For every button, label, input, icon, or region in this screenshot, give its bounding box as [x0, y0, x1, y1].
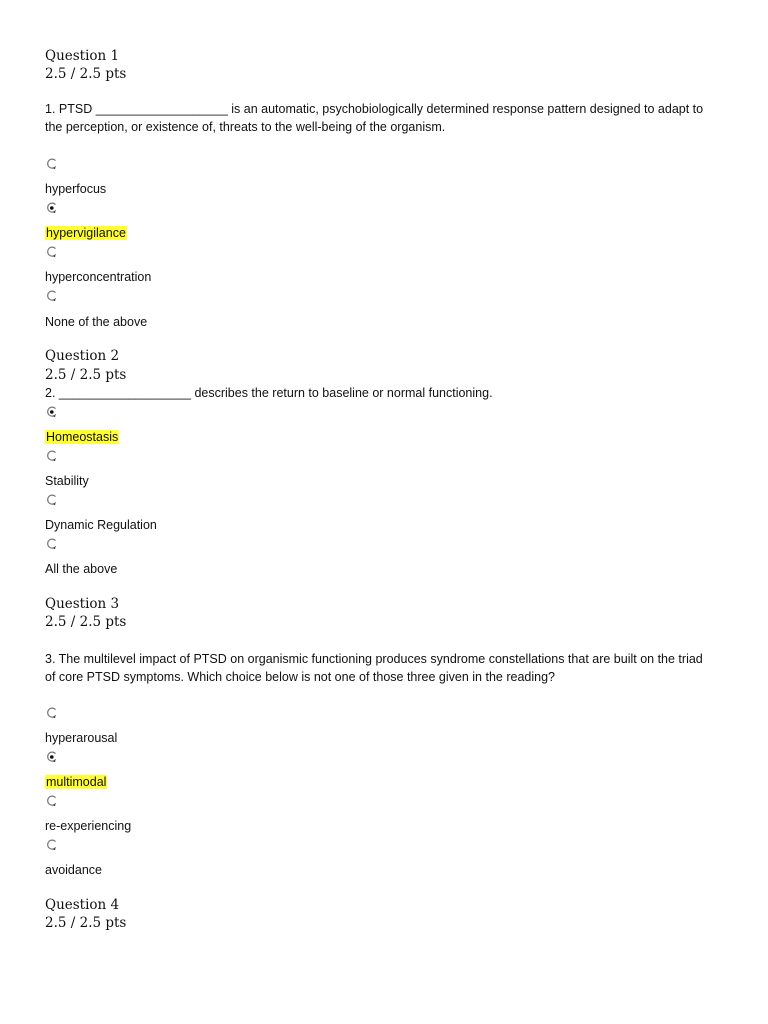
selected-answer-highlight: Homeostasis [46, 430, 119, 444]
option-label-highlighted [45, 775, 107, 789]
question-2-text-line-1: 2. ___________________ describes the return to baseline or normal functioning. [45, 386, 493, 400]
option-label: Dynamic Regulation [45, 518, 157, 532]
radio-selected-icon[interactable] [46, 751, 58, 763]
radio-unselected-icon[interactable] [46, 707, 58, 719]
question-3-text-line-1: 3. The multilevel impact of PTSD on organismic functioning produces syndrome constellations that are built on the triad [45, 652, 703, 666]
question-1-score: 2.5 / 2.5 pts [45, 66, 127, 82]
radio-unselected-icon[interactable] [46, 538, 58, 550]
question-2-score: 2.5 / 2.5 pts [45, 367, 127, 383]
question-1-title: Question 1 [45, 48, 120, 64]
radio-selected-icon[interactable] [46, 406, 58, 418]
radio-unselected-icon[interactable] [46, 839, 58, 851]
option-label: All the above [45, 562, 118, 576]
option-label: avoidance [45, 863, 102, 877]
question-1-text-line-1: 1. PTSD ___________________ is an automatic, psychobiologically determined response pattern designed to adapt to [45, 102, 704, 116]
question-3-score: 2.5 / 2.5 pts [45, 614, 127, 630]
question-3-title: Question 3 [45, 596, 120, 612]
question-4-title: Question 4 [45, 897, 120, 913]
question-2-title: Question 2 [45, 348, 120, 364]
radio-selected-icon[interactable] [46, 202, 58, 214]
selected-answer-highlight: hypervigilance [46, 226, 126, 240]
question-4-score: 2.5 / 2.5 pts [45, 915, 127, 931]
option-label: Stability [45, 474, 89, 488]
question-3-text-line-2: of core PTSD symptoms. Which choice below is not one of those three given in the reading? [45, 670, 555, 684]
option-label: hyperfocus [45, 182, 107, 196]
option-label: hyperconcentration [45, 270, 152, 284]
radio-unselected-icon[interactable] [46, 290, 58, 302]
selected-answer-highlight: multimodal [46, 775, 107, 789]
option-label: None of the above [45, 315, 148, 329]
radio-unselected-icon[interactable] [46, 795, 58, 807]
radio-unselected-icon[interactable] [46, 246, 58, 258]
radio-unselected-icon[interactable] [46, 450, 58, 462]
option-label: re-experiencing [45, 819, 132, 833]
radio-unselected-icon[interactable] [46, 158, 58, 170]
question-1-text-line-2: the perception, or existence of, threats to the well-being of the organism. [45, 120, 446, 134]
option-label: hyperarousal [45, 731, 118, 745]
option-label-highlighted [45, 226, 127, 240]
radio-unselected-icon[interactable] [46, 494, 58, 506]
option-label-highlighted [45, 430, 119, 444]
